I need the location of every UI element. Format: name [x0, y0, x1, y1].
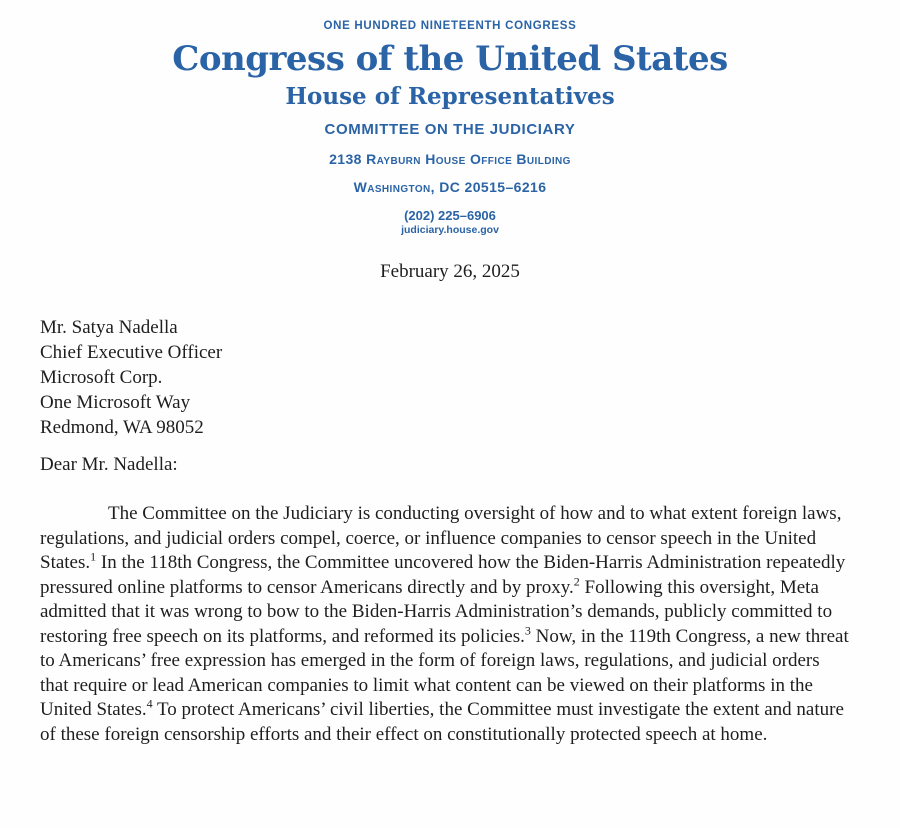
- footnote-ref: 3: [524, 623, 531, 638]
- body-paragraph: The Committee on the Judiciary is conducting oversight of how and to what extent foreign laws, regulations, and judicial orders compel, coerce, or influence companies to censor speech in the United States.$^1$ In the 118th Congress, the Committee uncovered how the Biden-Harris Administration repeatedly pressured online platforms to censor Americans directly and by proxy.$^2$ Following this oversight, Meta admitted that it was wrong to bow to the Biden-Harris Administration’s demands, publicly committed to restoring free speech on its platforms, and reformed its policies.$^3$ Now, in the 119th Congress, a new threat to Americans’ free expression has emerged in the form of foreign laws, regulations, and judicial orders that require or lead American companies to limit what content can be viewed on their platforms in the United States.$^4$ To protect Americans’ civil liberties, the Committee must investigate the extent and nature of these foreign censorship efforts and their effect on constitutionally protected speech at home.: [40, 503, 849, 745]
- footnote-ref: 4: [146, 697, 153, 712]
- salutation: Dear Mr. Nadella:: [40, 454, 178, 476]
- recipient-street: One Microsoft Way: [40, 392, 191, 414]
- house-subtitle: House of Representatives: [285, 82, 615, 110]
- recipient-block: [40, 315, 900, 440]
- city-address-line: Washington, DC 20515–6216: [353, 179, 547, 196]
- website-url: judiciary.house.gov: [401, 224, 499, 237]
- footnote-ref: 2: [573, 574, 580, 589]
- phone-number: (202) 225–6906: [404, 208, 496, 224]
- recipient-name: Mr. Satya Nadella: [40, 317, 178, 339]
- footnote-ref: 1: [90, 550, 97, 565]
- office-address-line: 2138 Rayburn House Office Building: [329, 151, 571, 168]
- letterhead: [0, 0, 900, 236]
- congress-session-line: ONE HUNDRED NINETEENTH CONGRESS: [323, 20, 577, 32]
- recipient-title: Chief Executive Officer: [40, 342, 223, 364]
- congress-title: Congress of the United States: [172, 39, 728, 79]
- letter-date: February 26, 2025: [380, 261, 520, 283]
- committee-name: COMMITTEE ON THE JUDICIARY: [324, 121, 576, 139]
- recipient-company: Microsoft Corp.: [40, 367, 163, 389]
- recipient-city: Redmond, WA 98052: [40, 417, 204, 439]
